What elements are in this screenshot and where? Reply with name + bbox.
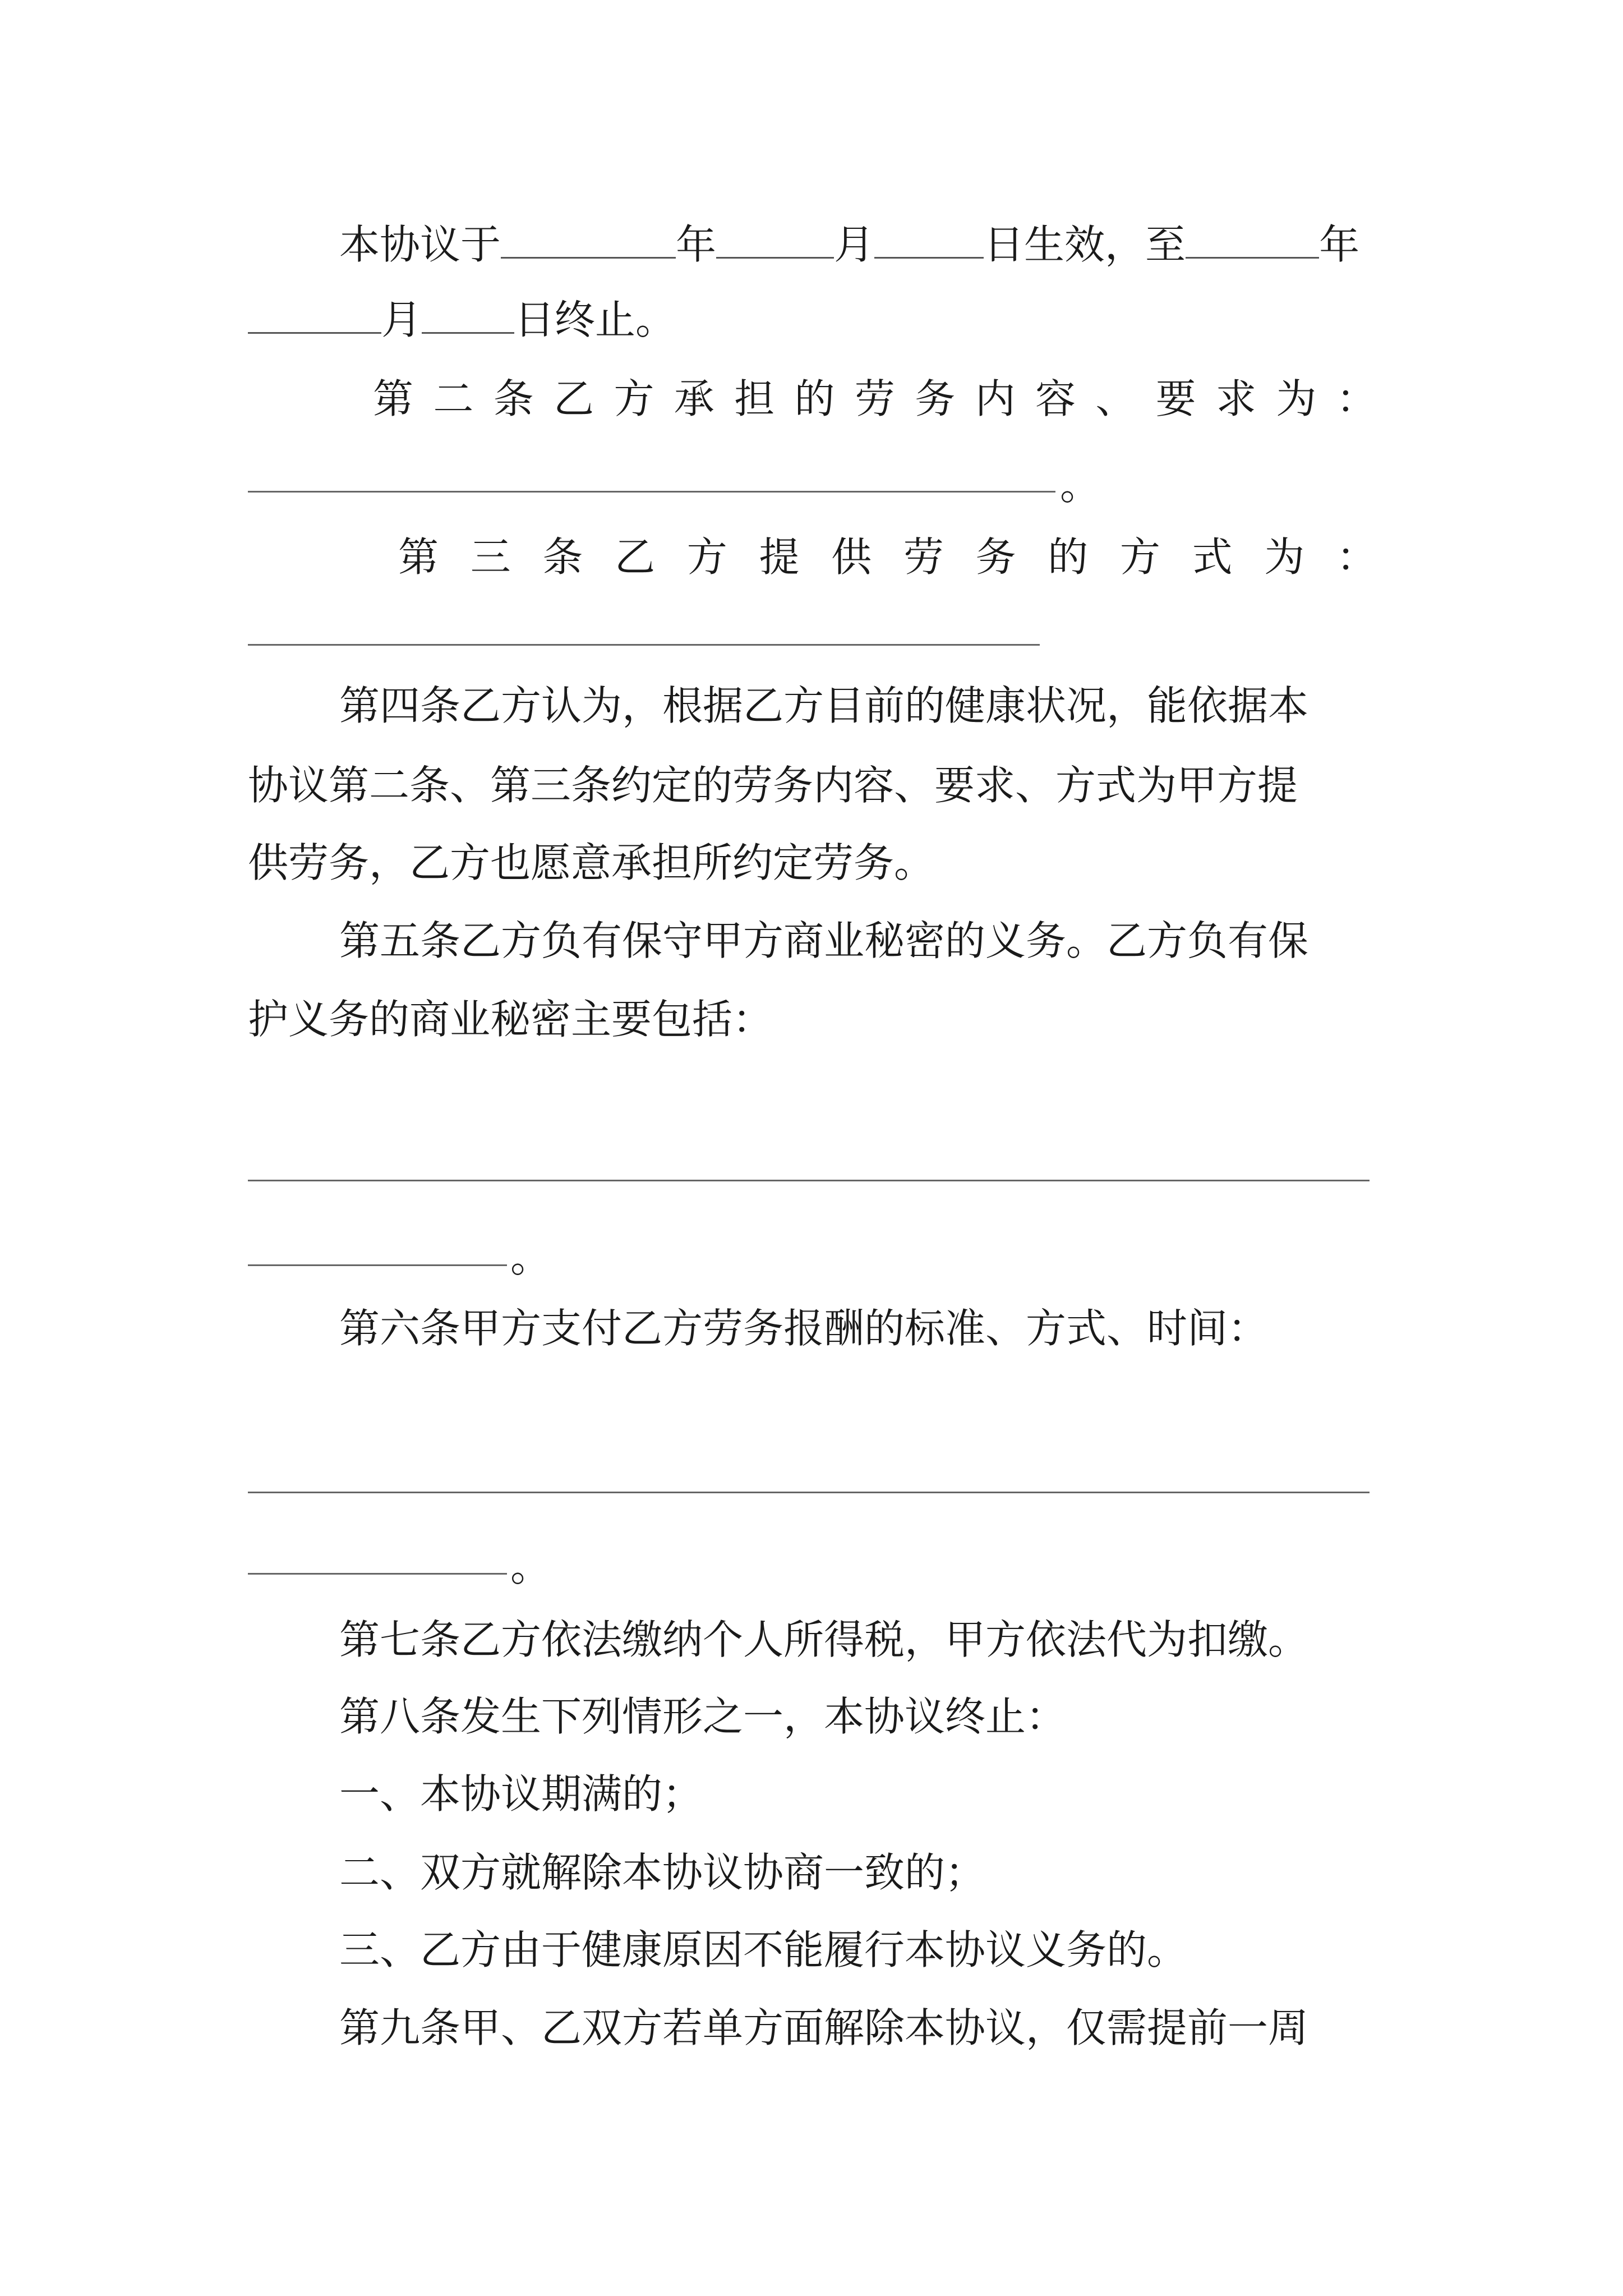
heading-char: 劳: [903, 533, 944, 581]
article-4-line-3: 供劳务，乙方也愿意承担所约定劳务。: [248, 839, 935, 886]
period: 。: [510, 1543, 551, 1590]
article-5-line-1: 第五条乙方负有保守甲方商业秘密的义务。乙方负有保: [339, 917, 1309, 964]
heading-char: 式: [1192, 533, 1233, 581]
text-fragment: 月: [381, 296, 422, 343]
end-year-blank: [1186, 218, 1319, 259]
heading-char: 第: [373, 375, 414, 422]
heading-char: 条: [542, 533, 583, 581]
heading-char: 要: [1155, 375, 1196, 422]
article-8-item-2: 二、双方就解除本协议协商一致的；: [339, 1849, 986, 1896]
text-fragment: 年: [676, 221, 717, 268]
heading-char: 劳: [854, 375, 895, 422]
heading-char: 承: [674, 375, 714, 422]
period: 。: [510, 1234, 551, 1281]
article-8-line: 第八条发生下列情形之一，本协议终止：: [339, 1693, 1067, 1740]
heading-char: 务: [975, 533, 1016, 581]
article-6-line-1: 第六条甲方支付乙方劳务报酬的标准、方式、时间：: [339, 1305, 1269, 1352]
heading-char: 容: [1035, 375, 1076, 422]
heading-char: ：: [1336, 375, 1377, 422]
article-8-item-1: 一、本协议期满的；: [339, 1770, 703, 1818]
article-4-line-2: 协议第二条、第三条约定的劳务内容、要求、方式为甲方提: [248, 762, 1298, 809]
article-4-line-1: 第四条乙方认为，根据乙方目前的健康状况，能依据本: [339, 682, 1309, 729]
heading-char: 二: [433, 375, 474, 422]
heading-char: 提: [759, 533, 800, 581]
article-9-line-1: 第九条甲、乙双方若单方面解除本协议，仅需提前一周: [339, 2004, 1309, 2051]
year-blank: [501, 218, 676, 259]
text-fragment: 本协议于: [339, 221, 501, 268]
heading-char: ：: [1336, 533, 1377, 581]
article-3-fill-line: [248, 644, 1040, 646]
heading-char: 为: [1264, 533, 1305, 581]
end-day-blank: [422, 293, 514, 334]
article-6-fill-line-1: [248, 1492, 1370, 1493]
heading-char: 内: [975, 375, 1016, 422]
heading-char: 为: [1276, 375, 1317, 422]
text-fragment: 月: [834, 221, 875, 268]
heading-char: 乙: [554, 375, 594, 422]
termination-date-line: [248, 289, 676, 351]
article-2-heading: [373, 368, 1377, 430]
text-fragment: 年: [1319, 221, 1360, 268]
article-2-end-mark: [1060, 454, 1100, 516]
heading-char: 第: [398, 533, 439, 581]
text-fragment: 日终止。: [514, 296, 676, 343]
heading-char: 、: [1095, 375, 1136, 422]
article-2-fill-line: [248, 491, 1055, 493]
end-month-blank: [248, 293, 381, 334]
heading-char: 方: [686, 533, 727, 581]
heading-char: 供: [831, 533, 872, 581]
article-6-fill-line-2: [248, 1573, 507, 1575]
month-blank: [716, 218, 834, 259]
heading-char: 务: [915, 375, 956, 422]
article-3-heading: [398, 526, 1377, 588]
article-7-line: 第七条乙方依法缴纳个人所得税，甲方依法代为扣缴。: [339, 1616, 1309, 1663]
heading-char: 求: [1216, 375, 1257, 422]
effective-date-line: [339, 214, 1359, 275]
heading-char: 担: [734, 375, 775, 422]
article-8-item-3: 三、乙方由于健康原因不能履行本协议义务的。: [339, 1926, 1188, 1973]
heading-char: 三: [470, 533, 511, 581]
heading-char: 条: [493, 375, 534, 422]
period: 。: [1060, 462, 1101, 509]
article-5-fill-line-2: [248, 1264, 507, 1266]
heading-char: 乙: [615, 533, 656, 581]
heading-char: 方: [1119, 533, 1160, 581]
article-5-fill-line-1: [248, 1180, 1370, 1181]
heading-char: 的: [794, 375, 835, 422]
text-fragment: 日生效，至: [984, 221, 1186, 268]
heading-char: 的: [1048, 533, 1089, 581]
article-5-end-mark: [510, 1227, 551, 1289]
article-5-line-2: 护义务的商业秘密主要包括：: [248, 996, 773, 1043]
article-6-end-mark: [510, 1536, 551, 1598]
day-blank: [874, 218, 984, 259]
heading-char: 方: [614, 375, 654, 422]
